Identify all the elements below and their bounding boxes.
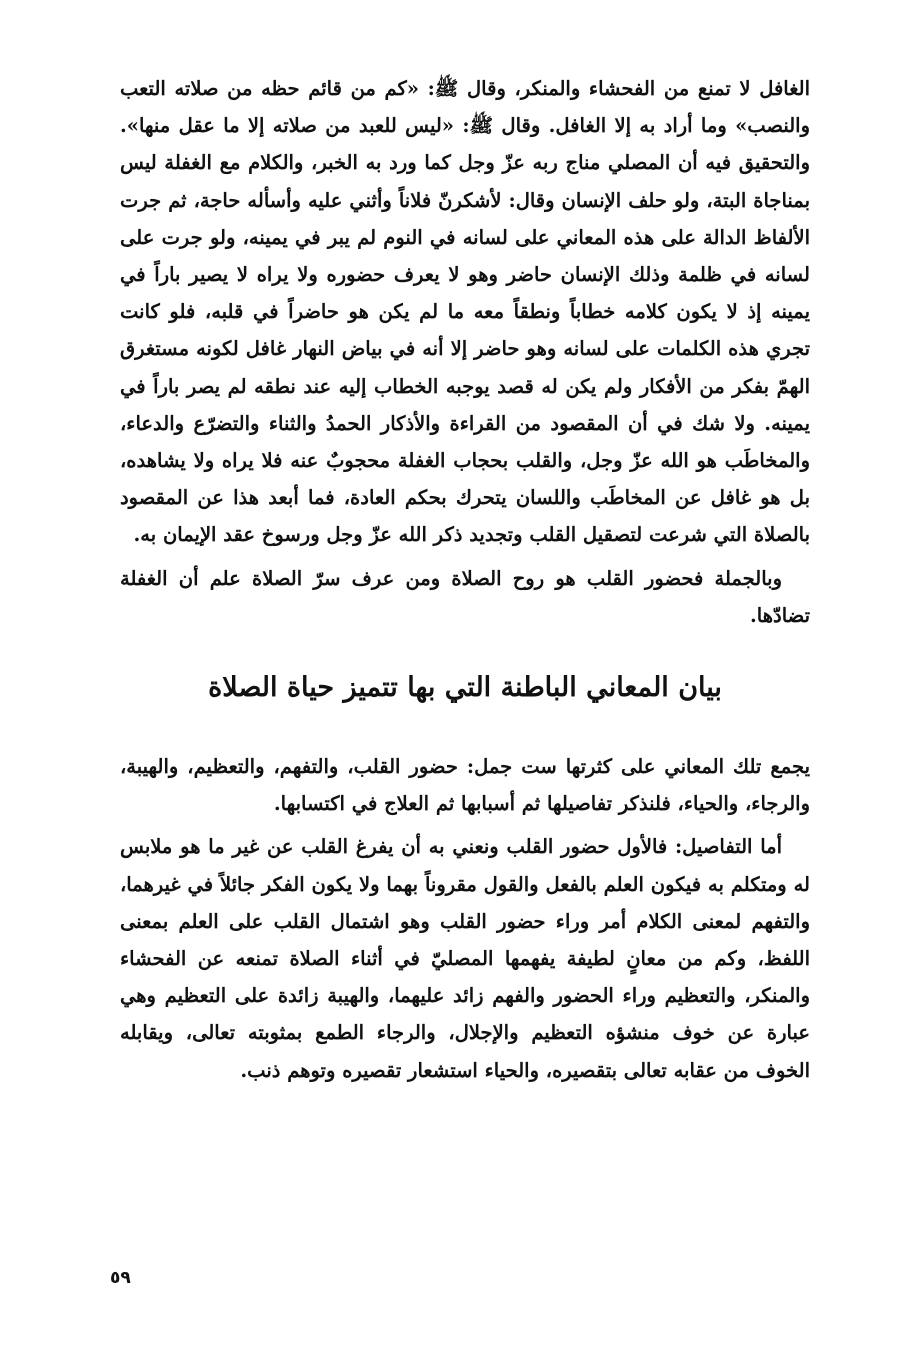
page-content [120, 70, 810, 1089]
body-paragraph-3: يجمع تلك المعاني على كثرتها ست جمل: حضور القلب، والتفهم، والتعظيم، والهيبة، والرجاء، والحياء، فلنذكر تفاصيلها ثم أسبابها ثم العلاج في اكتسابها. [120, 755, 810, 816]
page-number: ٥٩ [110, 1268, 131, 1288]
body-paragraph-2: وبالجملة فحضور القلب هو روح الصلاة ومن عرف سرّ الصلاة علم أن الغفلة تضادّها. [120, 566, 810, 627]
body-paragraph-4: أما التفاصيل: فالأول حضور القلب ونعني به أن يفرغ القلب عن غير ما هو ملابس له ومتكلم به فيكون العلم بالفعل والقول مقروناً بهما ولا يكون الفكر جائلاً في غيرهما، والتفهم لمعنى الكلام أمر وراء حضور القلب وهو اشتمال القلب على العلم بمعنى اللفظ، وكم من معانٍ لطيفة يفهمها المصليّ في أثناء الصلاة تمنعه عن الفحشاء والمنكر، والتعظيم وراء الحضور والفهم زائد عليهما، والهيبة زائدة على التعظيم وهي عبارة عن خوف منشؤه التعظيم والإجلال، والرجاء الطمع بمثوبته تعالى، ويقابله الخوف من عقابه تعالى بتقصيره، والحياء استشعار تقصيره وتوهم ذنب. [120, 835, 810, 1082]
body-paragraph-1: الغافل لا تمنع من الفحشاء والمنكر، وقال ﷺ: «كم من قائم حظه من صلاته التعب والنصب» وما أراد به إلا الغافل. وقال ﷺ: «ليس للعبد من صلاته إلا ما عقل منها». والتحقيق فيه أن المصلي مناج ربه عزّ وجل كما ورد به الخبر، والكلام مع الغفلة ليس بمناجاة البتة، ولو حلف الإنسان وقال: لأشكرنّ فلاناً وأثني عليه وأسأله حاجة، ثم جرت الألفاظ الدالة على هذه المعاني على لسانه في النوم لم يبر في يمينه، ولو جرت على لسانه في ظلمة وذلك الإنسان حاضر وهو لا يعرف حضوره ولا يراه لا يصير باراً في يمينه إذ لا يكون كلامه خطاباً ونطقاً معه ما لم يكن هو حاضراً في قلبه، فلو كانت تجري هذه الكلمات على لسانه وهو حاضر إلا أنه في بياض النهار غافل لكونه مستغرق الهمّ بفكر من الأفكار ولم يكن له قصد يوجبه الخطاب إليه عند نطقه لم يصر باراً في يمينه. ولا شك في أن المقصود من القراءة والأذكار الحمدُ والثناء والتضرّع والدعاء، والمخاطَب هو الله عزّ وجل، والقلب بحجاب الغفلة محجوبٌ عنه فلا يراه ولا يشاهده، بل هو غافل عن المخاطَب واللسان يتحرك بحكم العادة، فما أبعد هذا عن المقصود بالصلاة التي شرعت لتصقيل القلب وتجديد ذكر الله عزّ وجل ورسوخ عقد الإيمان به. [120, 77, 810, 547]
section-heading: بيان المعاني الباطنة التي بها تتميز حياة الصلاة [208, 672, 722, 704]
